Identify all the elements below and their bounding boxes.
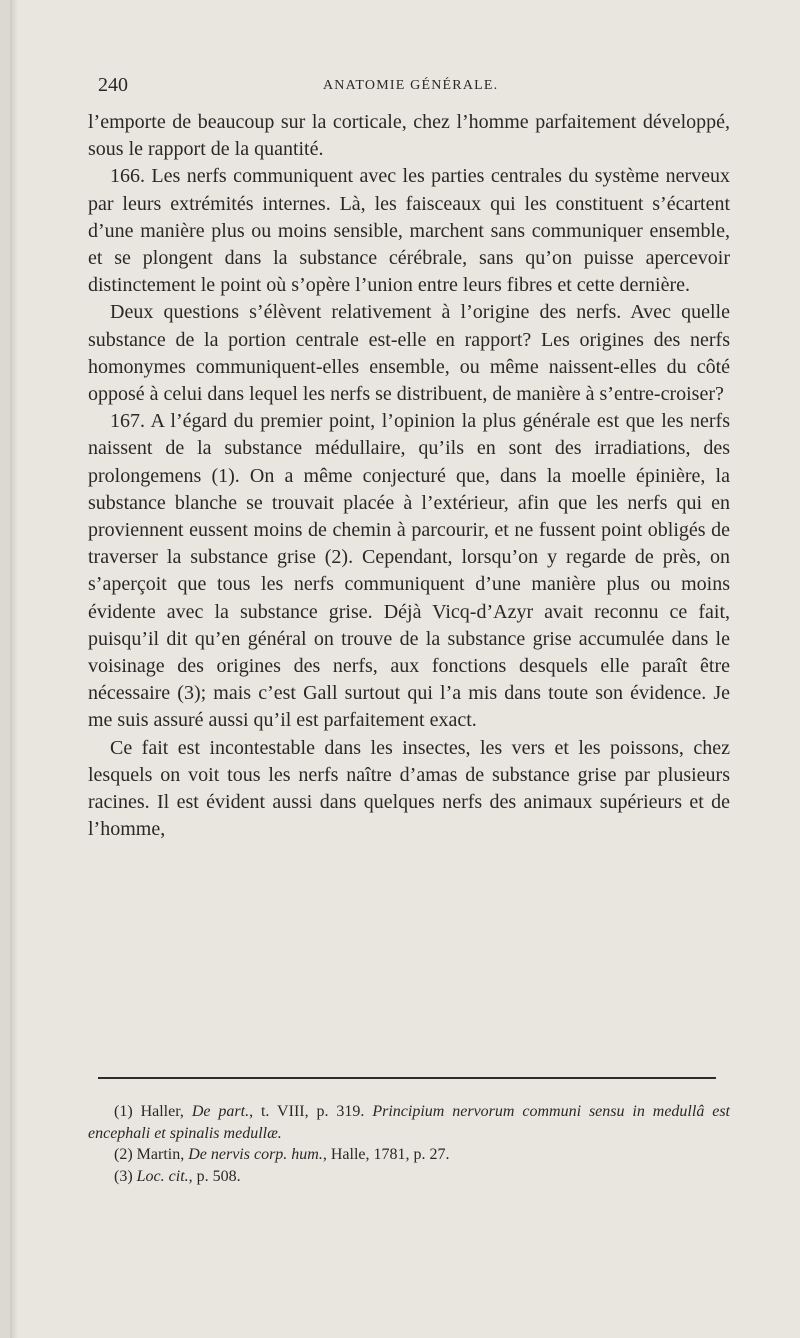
footnote-2-mark: (2) Martin, — [114, 1146, 189, 1163]
footnote-3-rest: , p. 508. — [188, 1167, 241, 1185]
footnote-1 — [88, 1101, 730, 1144]
footnote-1-quote: Principium nervorum communi sensu in medullâ est encephali et spinalis medullæ. — [88, 1103, 731, 1142]
footnote-2 — [88, 1144, 730, 1166]
book-page — [10, 0, 800, 1338]
footnote-rule — [98, 1077, 716, 1079]
paragraph-two-questions: Deux questions s’élèvent relativement à l’origine des nerfs. Avec quelle substance de la portion centrale est-elle en rapport? Les origines des nerfs homonymes communiquent-elles ensemble, ou même naissent-elles du côté opposé à celui dans lequel les nerfs se distribuent, de manière à s’entre-croiser? — [88, 301, 730, 406]
footnote-2-title: De nervis corp. hum. — [188, 1146, 323, 1163]
footnote-2-rest: , Halle, 1781, p. 27. — [322, 1146, 450, 1163]
page-number: 240 — [98, 74, 128, 96]
page-header — [98, 74, 726, 100]
running-head: ANATOMIE GÉNÉRALE. — [323, 78, 499, 93]
footnote-1-title: De part. — [191, 1103, 250, 1120]
footnote-3-title: Loc. cit. — [136, 1167, 189, 1185]
footnote-3-mark: (3) — [114, 1167, 137, 1185]
footnote-1-rest: , t. VIII, p. 319. — [249, 1103, 373, 1120]
footnote-1-mark: (1) Haller, — [114, 1103, 192, 1120]
footnote-3 — [88, 1166, 730, 1188]
paragraph-section-167: 167. A l’égard du premier point, l’opinion la plus générale est que les nerfs naissent de la substance médullaire, qu’ils en sont des irradiations, des prolongemens (1). On a même conjecturé que, dans la moelle épinière, la substance blanche se trouvait placée à l’extérieur, afin que les nerfs qui en proviennent eussent moins de chemin à parcourir, et ne fussent point obligés de traverser la substance grise (2). Cependant, lorsqu’on y regarde de près, on s’aperçoit que tous les nerfs communiquent d’une manière plus ou moins évidente avec la substance grise. Déjà Vicq-d’Azyr avait reconnu ce fait, puisqu’il dit qu’en général on trouve de la substance grise accumulée dans le voisinage des origines des nerfs, aux fonctions desquels elle paraît être nécessaire (3); mais c’est Gall surtout qui l’a mis dans toute son évidence. Je me suis assuré aussi qu’il est parfaitement exact. — [88, 410, 730, 732]
main-text — [88, 109, 730, 843]
paragraph-section-166: 166. Les nerfs communiquent avec les parties centrales du système nerveux par leurs extrémités internes. Là, les faisceaux qui les constituent s’écartent d’une manière plus ou moins sensible, marchent sans communiquer ensemble, et se plongent dans la substance cérébrale, sans qu’on puisse apercevoir distinctement le point où s’opère l’union entre leurs fibres et cette dernière. — [88, 165, 730, 297]
footnotes — [88, 1101, 730, 1187]
paragraph-continuation: l’emporte de beaucoup sur la corticale, chez l’homme parfaitement développé, sous le rapport de la quantité. — [88, 111, 730, 161]
paragraph-insects: Ce fait est incontestable dans les insectes, les vers et les poissons, chez lesquels on voit tous les nerfs naître d’amas de substance grise par plusieurs racines. Il est évident aussi dans quelques nerfs des animaux supérieurs et de l’homme, — [88, 736, 730, 841]
